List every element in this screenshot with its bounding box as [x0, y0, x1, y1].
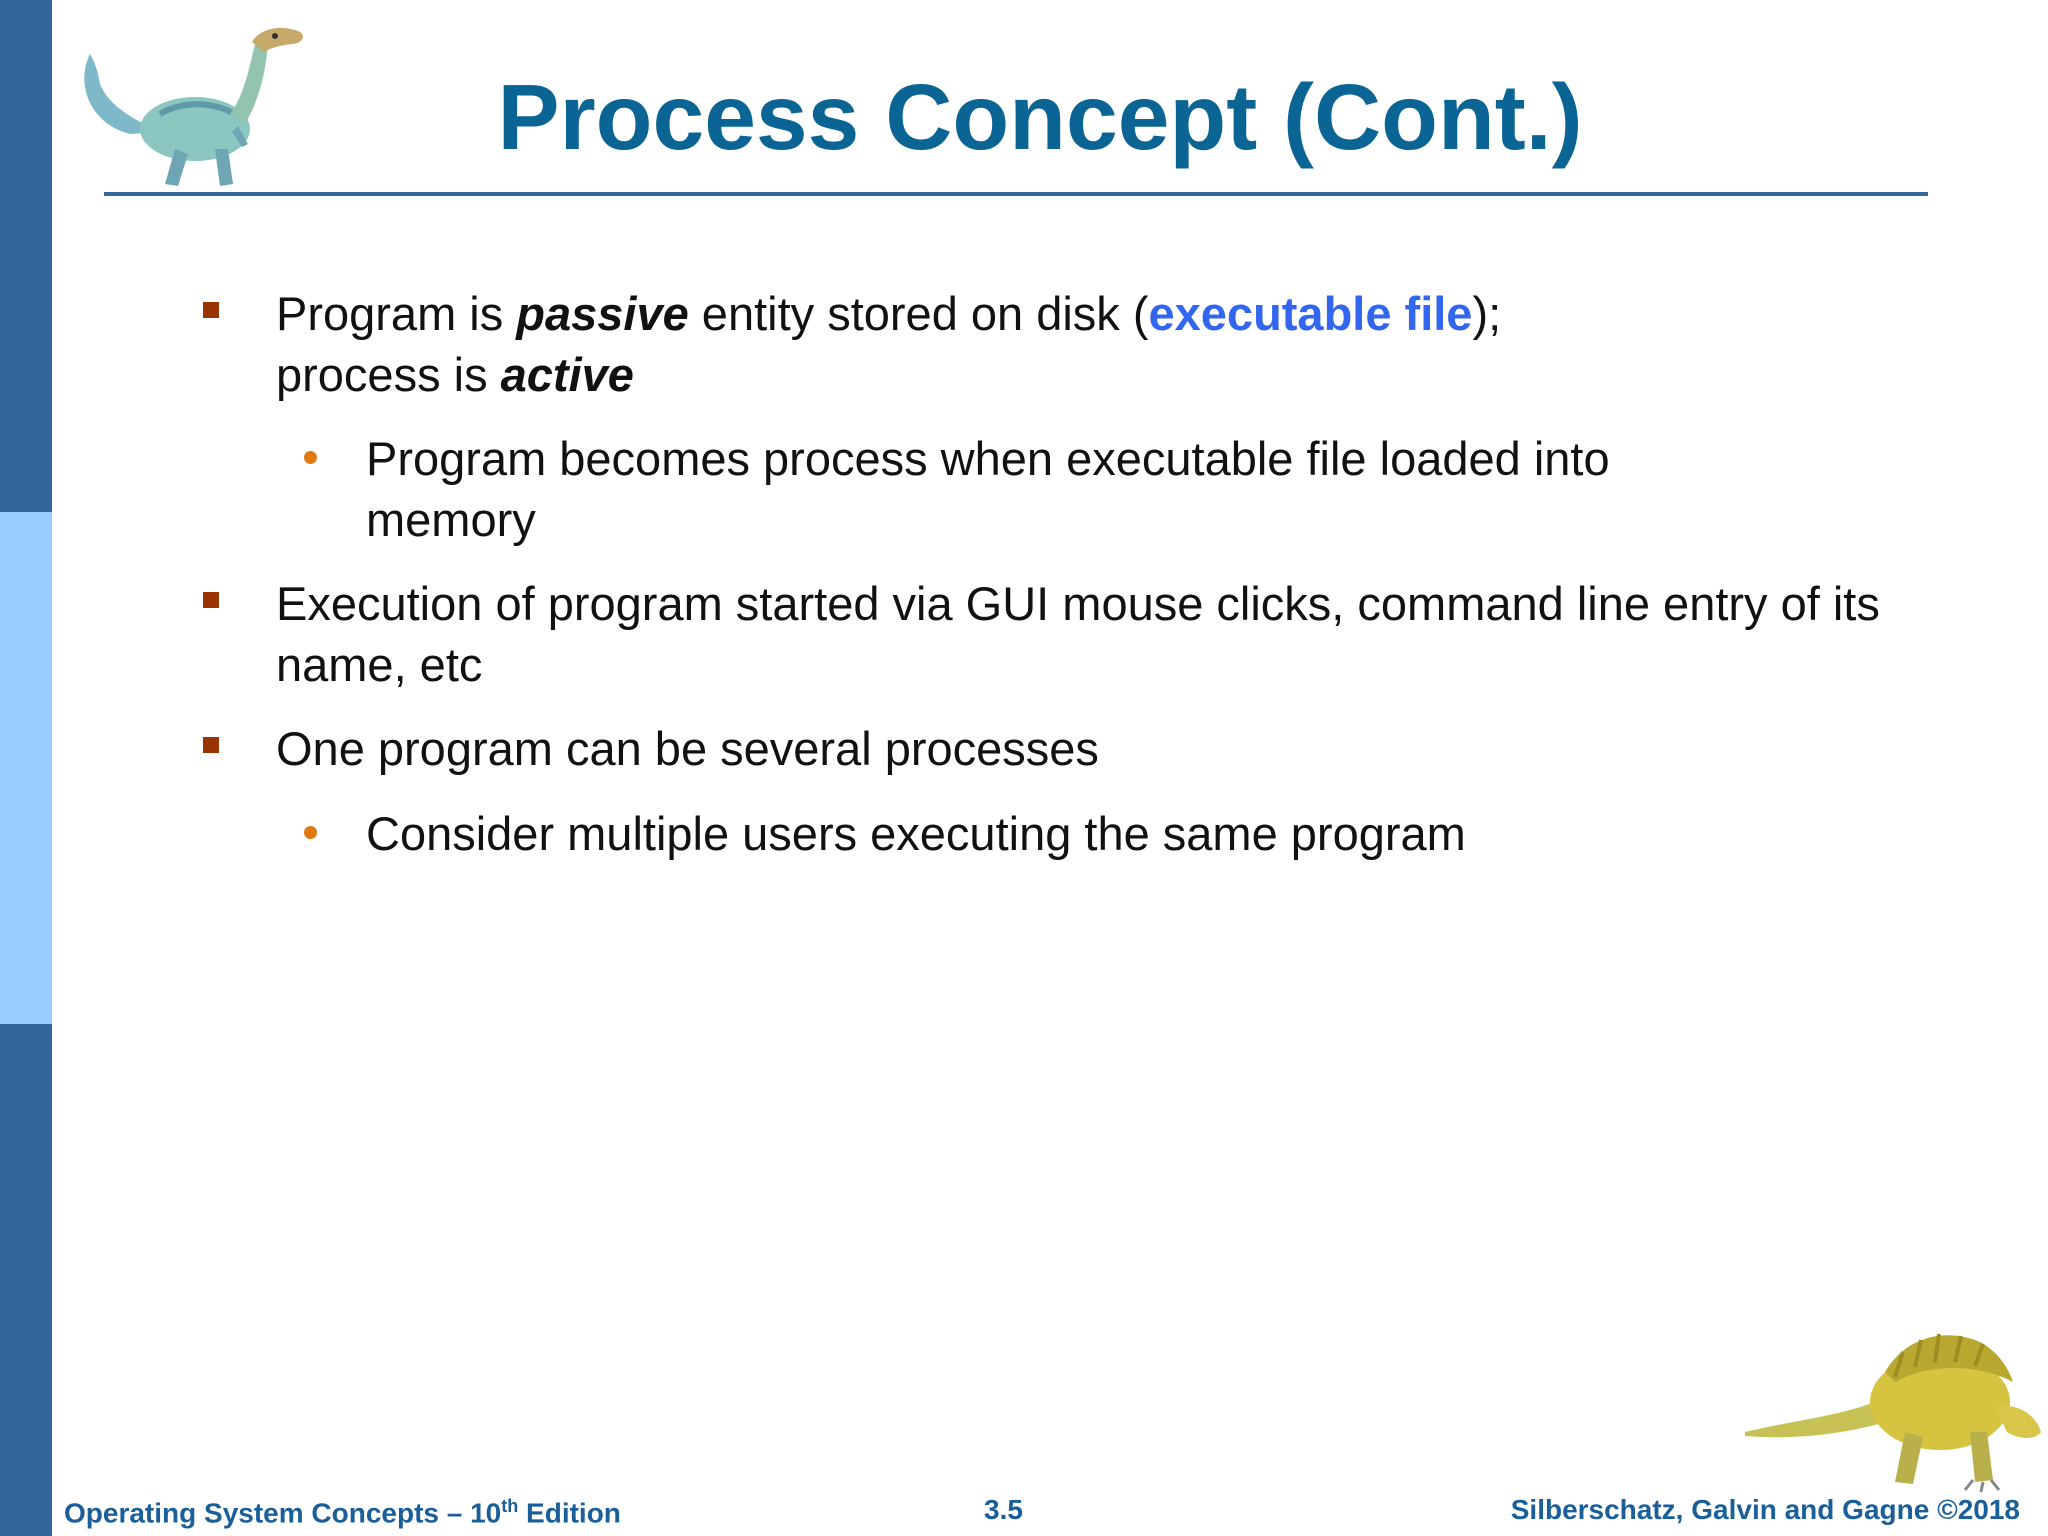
sub-bullet-multiple-users: Consider multiple users executing the same program	[366, 807, 1466, 860]
square-bullet-icon	[203, 592, 219, 608]
bullet-highlight-executable-file: executable file	[1148, 287, 1473, 340]
footer-book-edition-text: Edition	[518, 1497, 621, 1529]
bullet-program-passive	[276, 283, 1836, 405]
bullet-text: process is	[276, 348, 501, 401]
slide-title: Process Concept (Cont.)	[497, 65, 1583, 169]
square-bullet-icon	[203, 737, 219, 753]
footer-page-number: 3.5	[984, 1494, 1023, 1525]
footer-book-title	[64, 1486, 621, 1533]
bullet-one-program-several-processes: One program can be several processes	[276, 722, 1099, 775]
dot-bullet-icon	[304, 451, 317, 464]
bullet-emphasis-passive: passive	[516, 287, 689, 340]
bullet-text: entity stored on disk (	[688, 287, 1149, 340]
bullet-text: );	[1472, 287, 1502, 340]
sub-bullet-program-becomes-process: Program becomes process when executable file loaded into memory	[366, 432, 1610, 546]
footer-book-edition-superscript: th	[501, 1496, 519, 1516]
bullet-emphasis-active: active	[500, 348, 634, 401]
footer-book-title-text: Operating System Concepts – 10	[64, 1497, 502, 1529]
dot-bullet-icon	[304, 826, 317, 839]
bullet-text: Program is	[276, 287, 517, 340]
bullet-execution-of-program: Execution of program started via GUI mouse clicks, command line entry of its name, etc	[276, 577, 1880, 691]
footer-authors: Silberschatz, Galvin and Gagne ©2018	[1510, 1494, 2020, 1525]
square-bullet-icon	[203, 302, 219, 318]
